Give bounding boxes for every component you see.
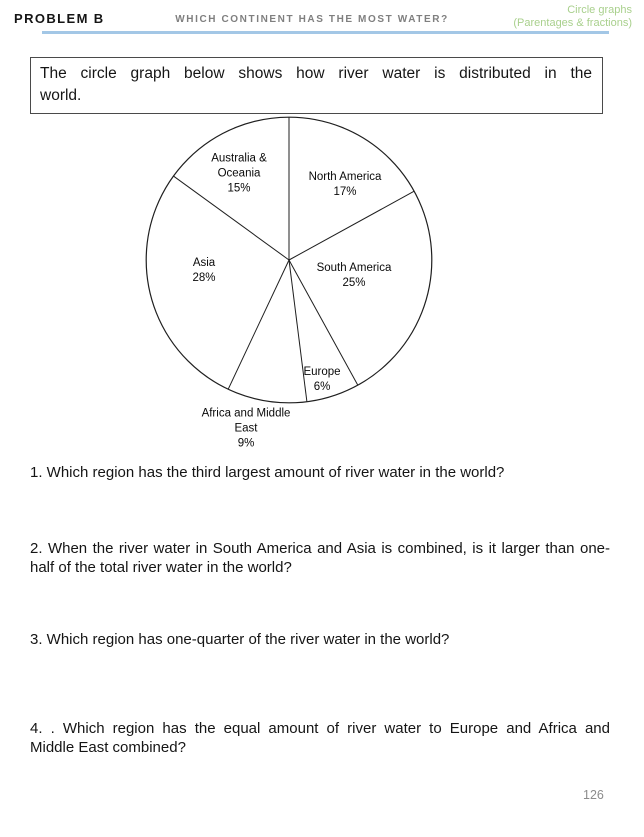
question-1 <box>30 464 610 483</box>
pie-label-europe <box>282 365 362 395</box>
pie-label-name: Africa and Middle East <box>201 407 291 435</box>
pie-label-name: North America <box>308 171 382 183</box>
text-line: The circle graph below shows how river water is distributed in the <box>40 65 592 82</box>
pie-label-australia-oceania <box>200 152 278 197</box>
question-3 <box>30 631 610 650</box>
pie-label-value: 17% <box>333 186 357 198</box>
pie-label-africa-and-middle-east <box>194 407 299 452</box>
pie-label-north-america <box>290 170 400 200</box>
text-line: 3. Which region has one-quarter of the river water in the world? <box>30 631 450 648</box>
pie-label-value: 25% <box>342 277 366 289</box>
page-title: WHICH CONTINENT HAS THE MOST WATER? <box>175 14 449 25</box>
pie-label-asia <box>169 256 239 286</box>
topic-line-1: Circle graphs <box>567 4 632 16</box>
pie-label-name: Australia & Oceania <box>211 152 267 180</box>
pie-label-name: Asia <box>192 257 216 269</box>
text-line: 1. Which region has the third largest amount of river water in the world? <box>30 464 505 481</box>
topic-line-2: (Parentages & fractions) <box>513 16 632 29</box>
text-line: 2. When the river water in South America and Asia is combined, is it larger than one- <box>30 540 610 557</box>
problem-label: PROBLEM B <box>14 11 105 26</box>
page-number: 126 <box>583 788 604 802</box>
question-2 <box>30 540 610 577</box>
pie-label-value: 9% <box>237 437 255 450</box>
pie-label-south-america <box>289 261 419 291</box>
pie-label-name: South America <box>316 262 392 274</box>
text-line: half of the total river water in the world? <box>30 558 292 576</box>
pie-label-value: 6% <box>313 381 331 393</box>
pie-label-name: Europe <box>303 366 341 378</box>
question-4 <box>30 720 610 757</box>
pie-label-value: 15% <box>227 182 251 195</box>
pie-label-value: 28% <box>192 272 216 284</box>
text-line: 4. . Which region has the equal amount of river water to Europe and Africa and <box>30 720 610 737</box>
text-line: Middle East combined? <box>30 738 186 756</box>
text-line: world. <box>40 86 82 104</box>
